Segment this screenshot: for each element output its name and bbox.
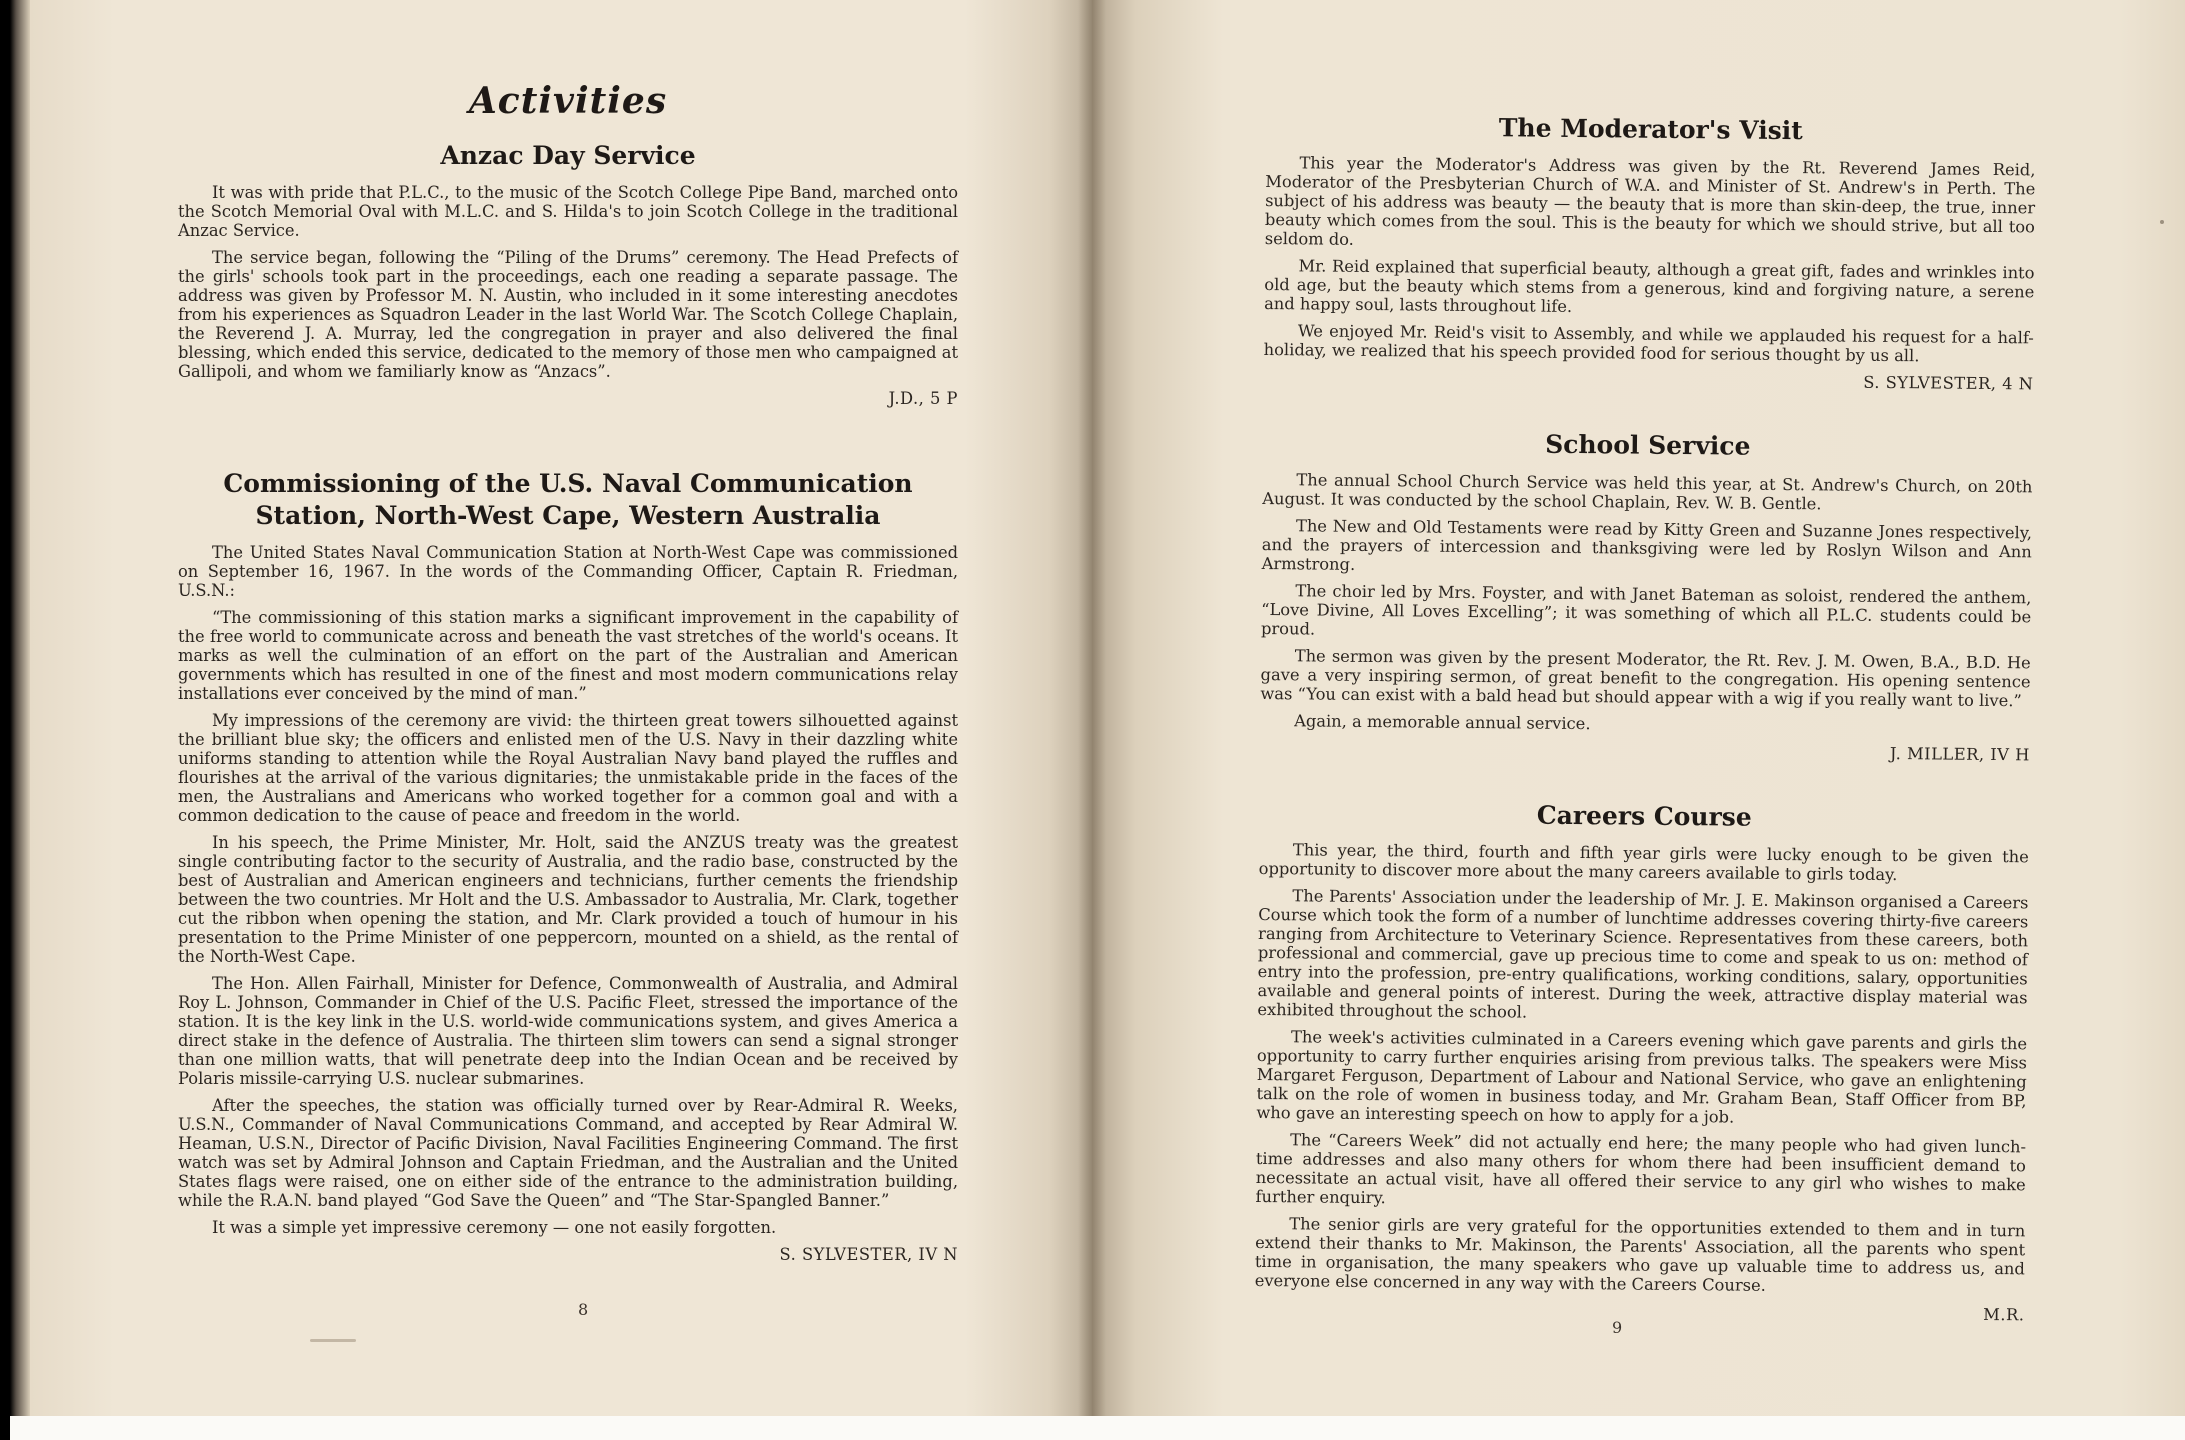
anzac-day-section — [178, 140, 958, 408]
school-service-paragraph: The New and Old Testaments were read by Kitty Green and Suzanne Jones respectively, and the prayers of intercession and thanksgiving were led by Roslyn Wilson and Ann Armstrong. — [1261, 515, 2033, 574]
careers-paragraph: The “Careers Week” did not actually end here; the many people who had given lunch-time addresses and also many others for whom there had been insufficient demand to necessitate an actual visit, have all offered their service to any girl who wishes to make further enquiry. — [1255, 1130, 2027, 1207]
naval-signature: S. SYLVESTER, IV N — [779, 1244, 958, 1264]
school-service-paragraph: The annual School Church Service was held this year, at St. Andrew's Church, on 20th August. It was conducted by the school Chaplain, Rev. W. B. Gentle. — [1262, 469, 2033, 513]
careers-course-heading: Careers Course — [1536, 800, 1752, 832]
careers-signature: M.R. — [1983, 1304, 2025, 1325]
moderator-visit-heading: The Moderator's Visit — [1498, 113, 1803, 146]
scan-corner-mark — [0, 1385, 10, 1440]
page-number-left: 8 — [578, 1300, 589, 1319]
moderator-paragraph: This year the Moderator's Address was given by the Rt. Reverend James Reid, Moderator of the Presbyterian Church of W.A. and Minister of St. Andrew's in Perth. The subject of his address was beauty — the beauty that is more than skin-deep, the true, inner beauty which comes from the soul. This is the beauty for which we should strive, but all too seldom do. — [1264, 153, 2036, 250]
careers-course-section — [1254, 796, 2029, 1324]
naval-paragraph: My impressions of the ceremony are vivid: the thirteen great towers silhouetted against the brilliant blue sky; the officers and enlisted men of the U.S. Navy in their dazzling white uniforms standing to attention while the Royal Australian Navy band played the ruffles and flourishes at the arrival of the various dignitaries; the unmistakable pride in the faces of the men, the Australians and Americans who worked together for a common goal and with a common dedication to the cause of peace and freedom in the world. — [178, 710, 958, 825]
gutter-shadow — [1078, 0, 1106, 1440]
naval-paragraph: In his speech, the Prime Minister, Mr. Holt, said the ANZUS treaty was the greatest single contributing factor to the security of Australia, and the radio base, constructed by the best of Australian and American engineers and technicians, further cements the friendship between the two countries. Mr Holt and the U.S. Ambassador to Australia, Mr. Clark, together cut the ribbon when opening the station, and Mr. Clark provided a touch of humour in his presentation to the Prime Minister of one peppercorn, mounted on a shield, as the rental of the North-West Cape. — [178, 832, 958, 966]
anzac-signature: J.D., 5 P — [888, 389, 958, 409]
naval-station-section — [178, 468, 958, 1264]
page-number-right: 9 — [1612, 1318, 1623, 1337]
careers-paragraph: The senior girls are very grateful for the opportunities extended to them and in turn extend their thanks to Mr. Makinson, the Parents' Association, all the parents who spent time in organisation, the many speakers who gave up valuable time to address us, and everyone else concerned in any way with the Careers Course. — [1254, 1214, 2026, 1295]
moderator-signature: S. SYLVESTER, 4 N — [1863, 372, 2034, 394]
anzac-paragraph: The service began, following the “Piling of the Drums” ceremony. The Head Prefects of the girls' schools took part in the proceedings, each one reading a separate passage. The address was given by Professor M. N. Austin, who included in it some interesting anecdotes from his experiences as Squadron Leader in the last World War. The Scotch College Chaplain, the Reverend J. A. Murray, led the congregation in prayer and also delivered the final blessing, which ended this service, dedicated to the memory of those men who campaigned at Gallipoli, and whom we familiarly know as “Anzacs”. — [178, 248, 958, 382]
careers-paragraph: The Parents' Association under the leadership of Mr. J. E. Makinson organised a Careers Course which took the form of a number of lunchtime addresses covering thirty-five careers ranging from Architecture to Veterinary Science. Representatives from these careers, both professional and commercial, gave up precious time to come and speak to us on: method of entry into the profession, pre-entry qualifications, working conditions, salary, opportunities available and general points of interest. During the week, attractive display material was exhibited throughout the school. — [1257, 886, 2029, 1022]
anzac-day-heading: Anzac Day Service — [440, 141, 696, 170]
naval-paragraph: The Hon. Allen Fairhall, Minister for Defence, Commonwealth of Australia, and Admiral Roy L. Johnson, Commander in Chief of the U.S. Pacific Fleet, stressed the importance of the station. It is the key link in the U.S. world-wide communications system, and gives America a direct stake in the defence of Australia. The thirteen slim towers can send a signal stronger than one million watts, that will penetrate deep into the Indian Ocean and be received by Polaris missile-carrying U.S. nuclear submarines. — [178, 973, 958, 1088]
moderator-paragraph: Mr. Reid explained that superficial beauty, although a great gift, fades and wrinkles into old age, but the beauty which stems from a generous, kind and forgiving nature, a serene and happy soul, lasts throughout life. — [1264, 256, 2035, 317]
naval-heading-line-2: Station, North-West Cape, Western Australia — [255, 500, 881, 530]
naval-paragraph: It was a simple yet impressive ceremony — one not easily forgotten. — [212, 1217, 777, 1237]
careers-paragraph: The week's activities culminated in a Careers evening which gave parents and girls the opportunity to carry further enquiries arising from previous talks. The speakers were Miss Margaret Ferguson, Department of Labour and National Service, who gave an enlightening talk on the role of women in business today, and Mr. Graham Bean, Staff Officer from BP, who gave an interesting speech on how to apply for a job. — [1256, 1027, 2028, 1127]
school-service-paragraph: The sermon was given by the present Moderator, the Rt. Rev. J. M. Owen, B.A., B.D. He gave a very inspiring sermon, of great benefit to the congregation. His opening sentence was “You can exist with a bald head but should appear with a wig if you really want to live.” — [1260, 645, 2031, 710]
scan-bottom-margin — [0, 1416, 2185, 1440]
naval-quote-paragraph: “The commissioning of this station marks a significant improvement in the capability of the free world to communicate across and beneath the vast stretches of the world's oceans. It marks as well the culmination of an effort on the part of the Australian and American governments which has resulted in one of the finest and most modern communications relay installations ever conceived by the mind of man.” — [178, 607, 958, 703]
careers-paragraph: This year, the third, fourth and fifth year girls were lucky enough to be given the opportunity to discover more about the many careers available to girls today. — [1258, 840, 2029, 884]
binding-edge — [0, 0, 30, 1440]
school-service-signature: J. MILLER, IV H — [1889, 743, 2030, 764]
edge-mark — [2160, 220, 2164, 224]
naval-paragraph: The United States Naval Communication Station at North-West Cape was commissioned on September 16, 1967. In the words of the Commanding Officer, Captain R. Friedman, U.S.N.: — [178, 542, 958, 600]
left-page-column — [178, 80, 958, 1282]
naval-heading-line-1: Commissioning of the U.S. Naval Communication — [223, 469, 913, 499]
naval-station-heading — [178, 468, 958, 531]
section-gap — [178, 426, 958, 468]
activities-title: Activities — [468, 80, 668, 122]
anzac-paragraph: It was with pride that P.L.C., to the music of the Scotch College Pipe Band, marched onto the Scotch Memorial Oval with M.L.C. and S. Hilda's to join Scotch College in the traditional Anzac Service. — [178, 183, 958, 241]
moderator-visit-section — [1263, 110, 2036, 394]
moderator-paragraph: We enjoyed Mr. Reid's visit to Assembly, and while we applauded his request for a half-holiday, we realized that his speech provided food for serious thought by us all. — [1263, 321, 2034, 366]
ink-smudge — [310, 1339, 356, 1342]
school-service-paragraph: Again, a memorable annual service. — [1294, 710, 1591, 733]
school-service-heading: School Service — [1545, 429, 1751, 461]
school-service-section — [1260, 426, 2033, 764]
school-service-paragraph: The choir led by Mrs. Foyster, and with Janet Bateman as soloist, rendered the anthem, “Love Divine, All Loves Excelling”; it was something of which all P.L.C. students could be proud. — [1260, 580, 2032, 638]
right-page-column — [1254, 110, 2036, 1342]
naval-paragraph: After the speeches, the station was officially turned over by Rear-Admiral R. Weeks, U.S.N., Commander of Naval Communications Command, and accepted by Rear Admiral W. Heaman, U.S.N., Director of Pacific Division, Naval Facilities Engineering Command. The first watch was set by Admiral Johnson and Captain Friedman, and the Australian and the United States flags were raised, one on either side of the entrance to the administration building, while the R.A.N. band played “God Save the Queen” and “The Star-Spangled Banner.” — [178, 1095, 958, 1210]
